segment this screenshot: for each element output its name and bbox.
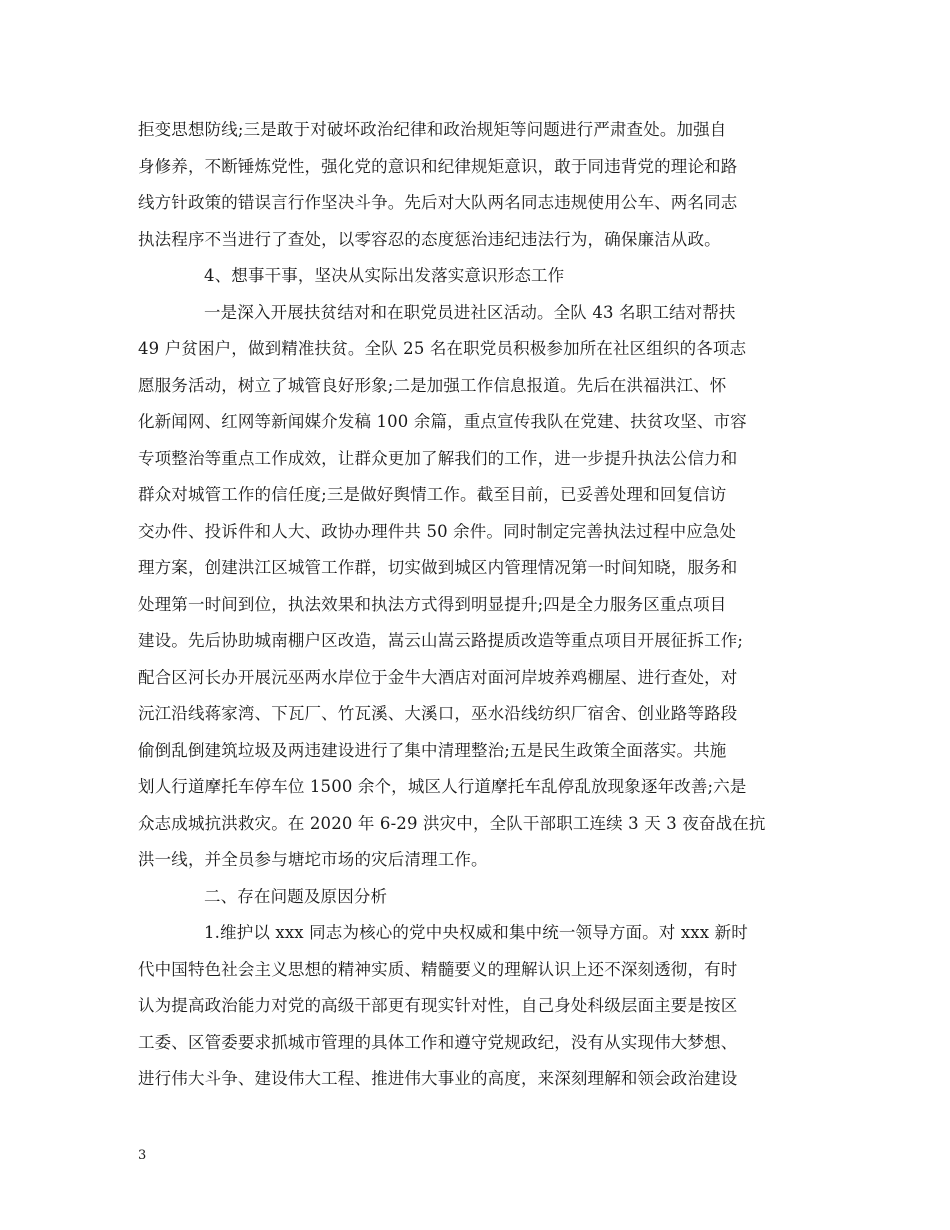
text-line: 专项整治等重点工作成效，让群众更加了解我们的工作，进一步提升执法公信力和 xyxy=(138,448,738,468)
page-number: 3 xyxy=(138,1148,147,1163)
text-line: 进行伟大斗争、建设伟大工程、推进伟大事业的高度，来深刻理解和领会政治建设 xyxy=(138,1069,738,1088)
text-line: 交办件、投诉件和人大、政协办理件共 50 余件。同时制定完善执法过程中应急处 xyxy=(138,521,737,541)
section-heading: 4、想事干事，坚决从实际出发落实意识形态工作 xyxy=(204,266,565,285)
text-line: 洪一线，并全员参与塘坨市场的灾后清理工作。 xyxy=(138,850,488,869)
text-line: 代中国特色社会主义思想的精神实质、精髓要义的理解认识上还不深刻透彻，有时 xyxy=(138,959,738,979)
text-line: 处理第一时间到位，执法效果和执法方式得到明显提升;四是全力服务区重点项目 xyxy=(138,594,727,614)
text-line: 配合区河长办开展沅巫两水岸位于金牛大酒店对面河岸坡养鸡棚屋、进行查处，对 xyxy=(138,667,738,687)
text-line: 执法程序不当进行了查处，以零容忍的态度惩治违纪违法行为，确保廉洁从政。 xyxy=(138,229,721,249)
text-line: 建设。先后协助城南棚户区改造，嵩云山嵩云路提质改造等重点项目开展征拆工作; xyxy=(138,631,744,650)
text-line: 工委、区管委要求抓城市管理的具体工作和遵守党规政纪，没有从实现伟大梦想、 xyxy=(138,1032,738,1052)
section-heading: 二、存在问题及原因分析 xyxy=(204,886,388,906)
text-line: 化新闻网、红网等新闻媒介发稿 100 余篇，重点宣传我队在党建、扶贫攻坚、市容 xyxy=(138,412,747,431)
text-line: 众志成城抗洪救灾。在 2020 年 6-29 洪灾中，全队干部职工连续 3 天 3 夜奋战在抗 xyxy=(138,813,766,833)
text-line: 愿服务活动，树立了城管良好形象;二是加强工作信息报道。先后在洪福洪江、怀 xyxy=(138,375,727,395)
text-line: 理方案，创建洪江区城管工作群，切实做到城区内管理情况第一时间知晓，服务和 xyxy=(138,558,738,577)
text-line: 拒变思想防线;三是敢于对破坏政治纪律和政治规矩等问题进行严肃查处。加强自 xyxy=(138,120,727,139)
text-line: 1.维护以 xxx 同志为核心的党中央权威和集中统一领导方面。对 xxx 新时 xyxy=(204,923,748,942)
text-line: 沅江沿线蒋家湾、下瓦厂、竹瓦溪、大溪口，巫水沿线纺织厂宿舍、创业路等路段 xyxy=(138,704,738,723)
text-line: 身修养，不断锤炼党性，强化党的意识和纪律规矩意识，敢于同违背党的理论和路 xyxy=(138,156,738,176)
text-line: 49 户贫困户，做到精准扶贫。全队 25 名在职党员积极参加所在社区组织的各项志 xyxy=(138,339,747,358)
text-line: 划人行道摩托车停车位 1500 余个，城区人行道摩托车乱停乱放现象逐年改善;六是 xyxy=(138,777,747,796)
text-line: 认为提高政治能力对党的高级干部更有现实针对性，自己身处科级层面主要是按区 xyxy=(138,996,738,1015)
text-line: 偷倒乱倒建筑垃圾及两违建设进行了集中清理整治;五是民生政策全面落实。共施 xyxy=(138,740,727,760)
text-line: 一是深入开展扶贫结对和在职党员进社区活动。全队 43 名职工结对帮扶 xyxy=(204,302,736,322)
text-line: 群众对城管工作的信任度;三是做好舆情工作。截至目前，已妥善处理和回复信访 xyxy=(138,485,727,504)
document-body xyxy=(138,112,828,1098)
text-line: 线方针政策的错误言行作坚决斗争。先后对大队两名同志违规使用公车、两名同志 xyxy=(138,193,738,212)
